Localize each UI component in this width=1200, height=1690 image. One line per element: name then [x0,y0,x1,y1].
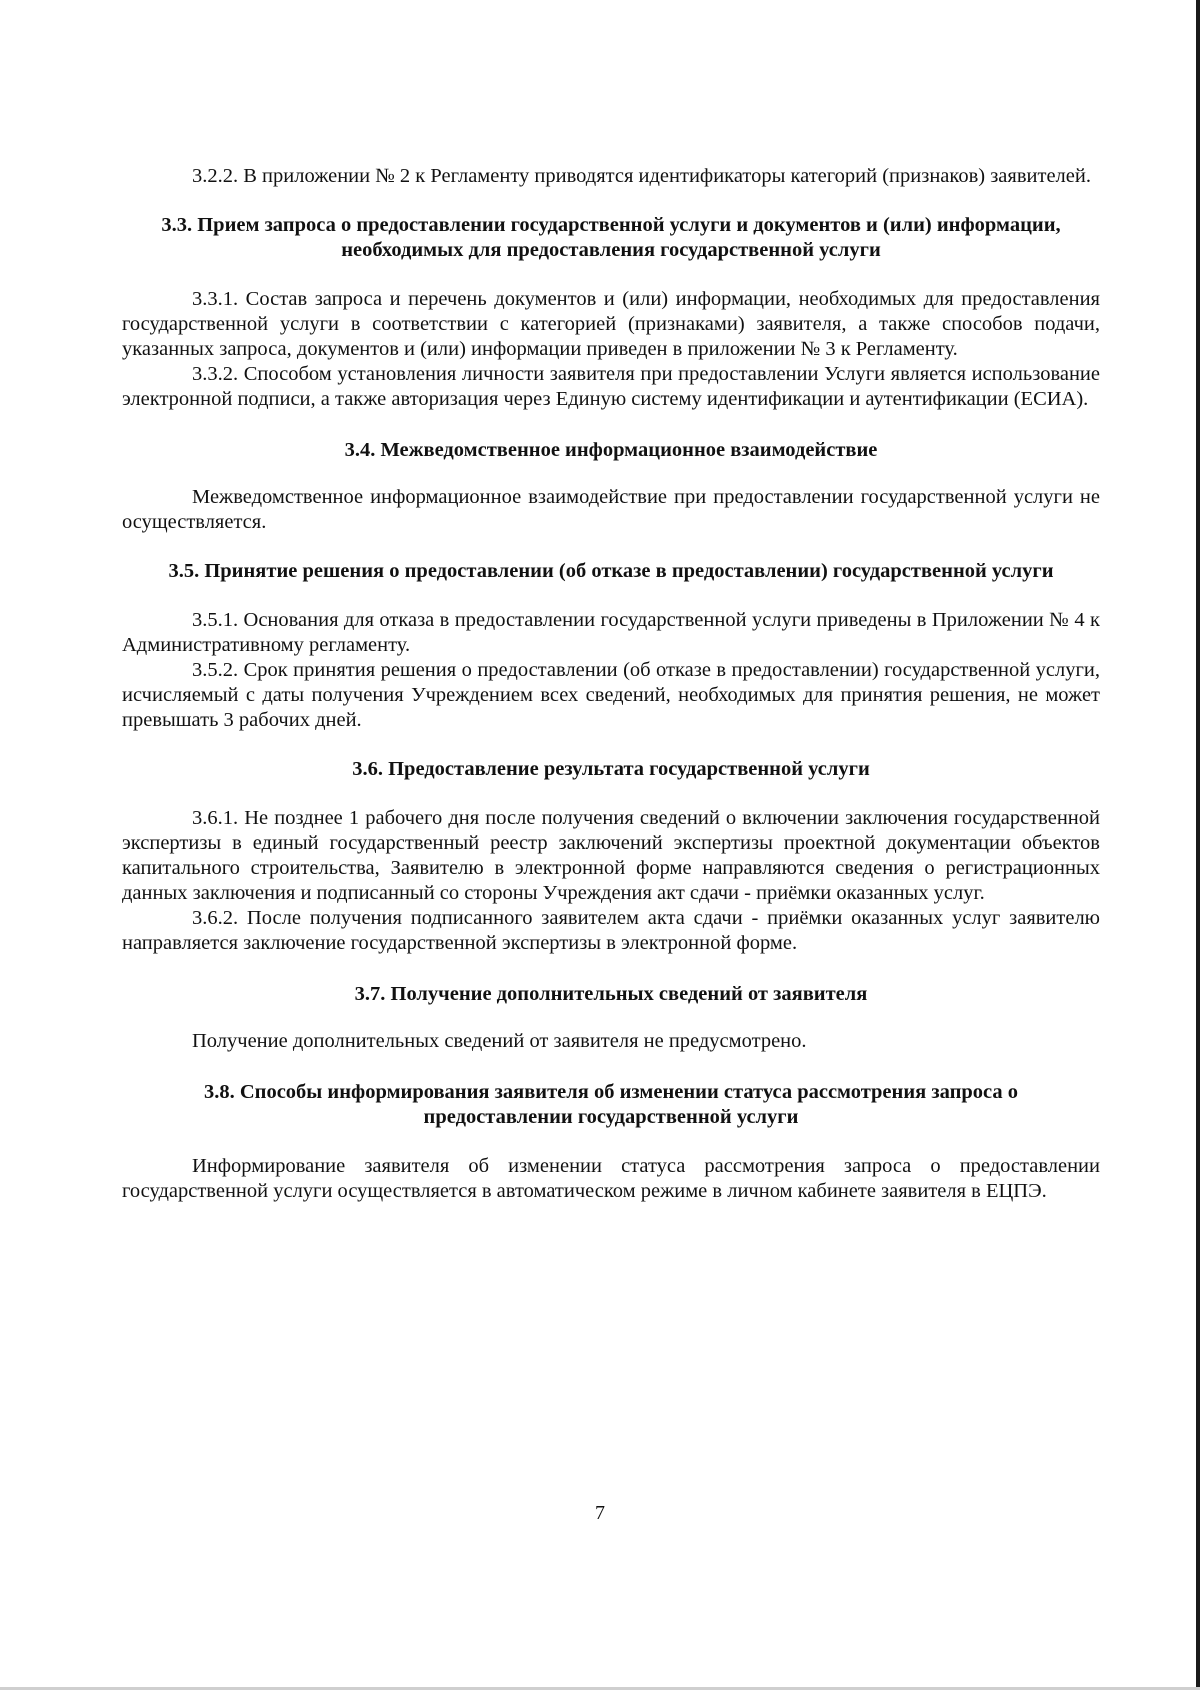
heading-3-4: 3.4. Межведомственное информационное взаимодействие [344,439,878,461]
paragraph-3-7: Получение дополнительных сведений от заявителя не предусмотрено. [192,1030,807,1052]
paragraph-3-4: Межведомственное информационное взаимодействие при предоставлении государственной услуги не осуществляется. [122,486,1100,533]
paragraph-3-3-1: 3.3.1. Состав запроса и перечень документов и (или) информации, необходимых для предоставления государственной услуги в соответствии с категорией (признаками) заявителя, а также способов подачи, указанных запроса, документов и (или) информации приведен в приложении № 3 к Регламенту. [122,288,1100,360]
heading-3-8: 3.8. Способы информирования заявителя об изменении статуса рассмотрения запроса о предоставлении государственной услуги [203,1081,1019,1128]
document-body [122,0,1100,1204]
paragraph-3-6-1: 3.6.1. Не позднее 1 рабочего дня после получения сведений о включении заключения государственной экспертизы в единый государственный реестр заключений экспертизы проектной документации объектов капитального строительства, Заявителю в электронной форме направляются сведения о регистрационных данных заключения и подписанный со стороны Учреждения акт сдачи - приёмки оказанных услуг. [122,807,1100,904]
heading-3-6: 3.6. Предоставление результата государственной услуги [352,758,870,780]
heading-3-5: 3.5. Принятие решения о предоставлении (об отказе в предоставлении) государственной услуги [168,560,1054,582]
paragraph-3-6-2: 3.6.2. После получения подписанного заявителем акта сдачи - приёмки оказанных услуг заявителю направляется заключение государственной экспертизы в электронной форме. [122,907,1100,954]
page-number: 7 [595,1502,605,1524]
paragraph-3-5-1: 3.5.1. Основания для отказа в предоставлении государственной услуги приведены в Приложении № 4 к Административному регламенту. [122,609,1100,656]
scan-edge-right [1196,0,1200,1690]
paragraph-3-2-2: 3.2.2. В приложении № 2 к Регламенту приводятся идентификаторы категорий (признаков) заявителей. [192,165,1091,187]
paragraph-3-5-2: 3.5.2. Срок принятия решения о предоставлении (об отказе в предоставлении) государственной услуги, исчисляемый с даты получения Учреждением всех сведений, необходимых для принятия решения, не может превышать 3 рабочих дней. [122,659,1100,731]
paragraph-3-8: Информирование заявителя об изменении статуса рассмотрения запроса о предоставлении государственной услуги осуществляется в автоматическом режиме в личном кабинете заявителя в ЕЦПЭ. [122,1155,1100,1202]
heading-3-3: 3.3. Прием запроса о предоставлении государственной услуги и документов и (или) информации, необходимых для предоставления государственной услуги [161,214,1061,261]
paragraph-3-3-2: 3.3.2. Способом установления личности заявителя при предоставлении Услуги является использование электронной подписи, а также авторизация через Единую систему идентификации и аутентификации (ЕСИА). [122,363,1100,410]
heading-3-7: 3.7. Получение дополнительных сведений от заявителя [354,983,868,1005]
